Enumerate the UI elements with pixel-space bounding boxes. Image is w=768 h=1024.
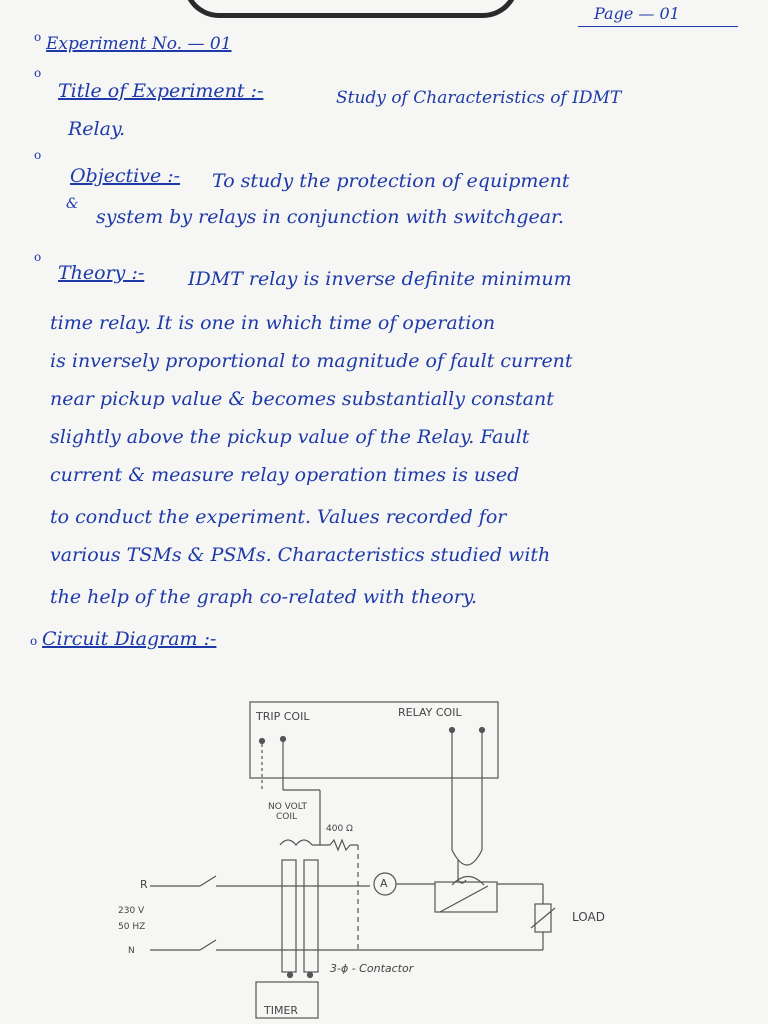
no-volt-coil-label: NO VOLT [268,802,308,812]
no-volt-coil [280,840,312,845]
no-volt-coil-label-2: COIL [276,812,298,822]
resistor [330,840,350,850]
theory-line: IDMT relay is inverse definite minimum [188,268,572,290]
theory-line: is inversely proportional to magnitude of fault current [50,350,573,372]
objective-text-continued: system by relays in conjunction with switchgear. [96,206,565,228]
theory-line: slightly above the pickup value of the Relay. Fault [50,426,530,448]
theory-line: current & measure relay operation times is used [50,464,520,486]
contactor-pole [282,860,296,972]
contactor-pole [304,860,318,972]
timer-label: TIMER [264,1004,299,1017]
ammeter-label: A [380,877,388,890]
objective-ampersand: & [66,196,79,212]
supply-frequency-label: 50 HZ [118,922,146,932]
supply-voltage-label: 230 V [118,906,145,916]
objective-heading: Objective :- [70,165,181,187]
title-text: Study of Characteristics of IDMT [336,88,622,108]
relay-coil-label: RELAY COIL [398,706,462,719]
trip-coil-label: TRIP COIL [256,710,310,723]
bullet-circle: o [34,30,42,44]
bullet-circle: o [34,250,42,264]
neutral-label: N [128,946,135,956]
bullet-circle: o [34,148,42,162]
trip-coil-terminal [281,737,286,742]
relay-coil-terminal [450,728,455,733]
title-heading: Title of Experiment :- [58,80,264,102]
theory-line: time relay. It is one in which time of operation [50,312,496,334]
page-number: Page — 01 [594,4,680,23]
title-text-continued: Relay. [68,118,126,140]
load-label: LOAD [572,910,605,924]
theory-line: the help of the graph co-related with theory. [50,586,478,608]
trip-coil-terminal [260,739,265,744]
bullet-circle: o [30,634,38,648]
ct-secondary [452,877,484,886]
objective-text: To study the protection of equipment [212,170,570,192]
bullet-circle: o [34,66,42,80]
experiment-number: Experiment No. — 01 [46,34,232,54]
theory-line: various TSMs & PSMs. Characteristics studied with [50,544,551,566]
theory-line: near pickup value & becomes substantially constant [50,388,554,410]
theory-heading: Theory :- [58,262,145,284]
contactor-label: 3-ϕ - Contactor [330,962,414,975]
relay-coil-loop [452,850,482,865]
circuit-heading: Circuit Diagram :- [42,628,217,650]
relay-coil-terminal [480,728,485,733]
phase-label: R [140,878,148,891]
resistor-label: 400 Ω [326,824,353,834]
theory-line: to conduct the experiment. Values recorded for [50,506,507,528]
